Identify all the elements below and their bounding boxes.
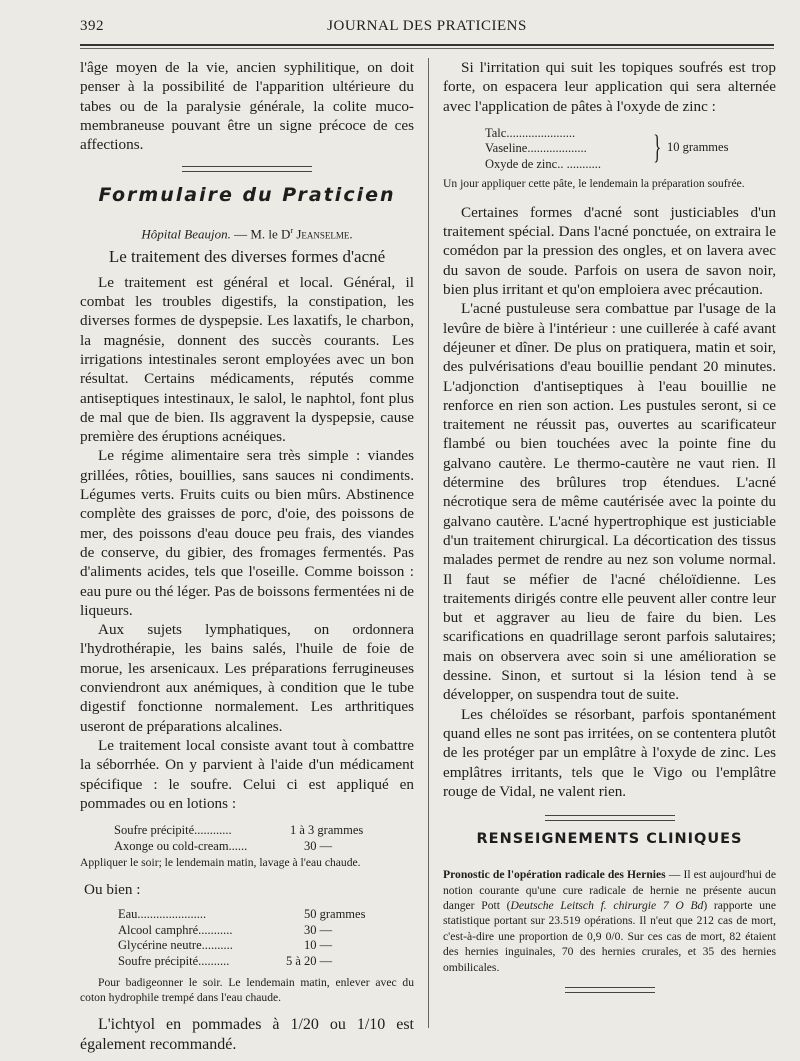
paragraph: Le traitement est général et local. Général, il combat les troubles digestifs, la constipation, les diverses formes de dyspepsie. Les laxatifs, le charbon, la magnésie, donnent des succès courants. Les irrigations intestinales seront employées avec un bon résultat. Certains médicaments, réputés comme antiseptiques intestinaux, le salol, le naphtol, font plus de mal que de bien. Ils aggravent la dyspepsie, cause première des éruptions acnéiques. bbox=[80, 273, 414, 446]
ingredient: Eau...................... bbox=[118, 907, 207, 922]
pronostic-title: Pronostic de l'opération radicale des Hernies bbox=[443, 868, 666, 882]
right-column bbox=[443, 58, 776, 993]
ingredient: Vaseline................... bbox=[485, 141, 587, 156]
formula-row bbox=[114, 839, 414, 855]
formula-3 bbox=[485, 126, 775, 174]
quantity: 30 — bbox=[304, 922, 333, 937]
quantity: 10 grammes bbox=[667, 139, 729, 154]
page-number: 392 bbox=[80, 18, 104, 34]
formula-row bbox=[485, 141, 775, 157]
formula-note: Un jour appliquer cette pâte, le lendemain la préparation soufrée. bbox=[443, 176, 745, 190]
formula-row bbox=[485, 126, 775, 142]
byline-hospital: Hôpital Beaujon. bbox=[141, 226, 231, 242]
pronostic-ref: Deutsche Leitsch f. chirurgie 7 O Bd bbox=[510, 898, 704, 912]
ingredient: Alcool camphré........... bbox=[118, 922, 233, 937]
ingredient: Glycérine neutre.......... bbox=[118, 938, 233, 953]
journal-title: JOURNAL DES PRATICIENS bbox=[327, 18, 527, 34]
quantity: 50 grammes bbox=[304, 907, 366, 922]
byline-sup: r bbox=[290, 226, 294, 236]
ingredient: Oxyde de zinc.. ........... bbox=[485, 156, 601, 171]
pronostic-text-2: ) rapporte une statistique portant sur 23.519 opérations. Il n'eut que 212 cas de mort, c'est-à-dire une proportion de 0,9 0/0. Sur ces cas de mort, 82 étaient des hernies inguinales, 70 des hernies crurales, et 35 des hernies ombilicales. bbox=[443, 898, 777, 974]
ingredient: Soufre précipité............ bbox=[114, 823, 232, 838]
formula-1 bbox=[114, 823, 414, 854]
byline bbox=[80, 226, 414, 242]
formula-row bbox=[485, 157, 775, 173]
byline-sep: — M. le D bbox=[234, 226, 291, 242]
ingredient: Soufre précipité.......... bbox=[118, 953, 230, 968]
paragraph: Si l'irritation qui suit les topiques soufrés est trop forte, on espacera leur application qui sera alternée avec l'application de pâtes à l'oxyde de zinc : bbox=[443, 59, 776, 115]
paragraph: Le traitement local consiste avant tout à combattre la séborrhée. On y parvient à l'aide d'un médicament spécifique : le soufre. Celui ci est appliqué en pommades ou en lotions : bbox=[80, 736, 414, 812]
paragraph: Certaines formes d'acné sont justiciables d'un traitement spécial. Dans l'acné ponctuée, on extraira le comédon par la pression des ongles, et on lavera avec du savon de soude. Parfois on usera de savon noir, bien plus irritant et qu'on emploiera avec précaution. bbox=[443, 203, 776, 299]
paragraph: Le régime alimentaire sera très simple : viandes grillées, rôties, bouillies, sans sauces ni condiments. Légumes verts. Fruits cuits ou bien mûrs. Abstinence complète des graisses de porc, d'oie, des poissons de mer, des poissons d'eau douce peu frais, des viandes de conserve, du gibier, des fromages fermentés. Pas d'aliments acides, tels que l'oseille. Comme boisson : eau pure ou thé léger. Pas de boissons fermentées ni de liqueurs. bbox=[80, 447, 414, 619]
header-rule bbox=[80, 44, 774, 46]
formula-2 bbox=[118, 907, 414, 969]
left-column bbox=[80, 58, 414, 1055]
quantity: 10 — bbox=[304, 938, 333, 953]
ingredient: Talc...................... bbox=[485, 125, 576, 140]
pronostic-text-1: — Il est aujourd'hui de notion courante qu'une cure radicale de hernie ne présente aucun danger Pott ( bbox=[443, 868, 776, 912]
header-rule-thin bbox=[80, 48, 774, 49]
formulaire-title: Formulaire du Praticien bbox=[98, 184, 396, 207]
formula-row bbox=[118, 954, 414, 970]
renseignements-title: RENSEIGNEMENTS CLINIQUES bbox=[476, 831, 743, 848]
section-title: Le traitement des diverses formes d'acné bbox=[108, 246, 386, 266]
paragraph: Les chéloïdes se résorbant, parfois spontanément quand elles ne sont pas irritées, on se contentera plutôt de les protéger par un emplâtre à l'oxyde de zinc. Les emplâtres irritants, tels que le Vigo ou l'emplâtre rouge de Vidal, ne valent rien. bbox=[443, 705, 776, 800]
quantity: 5 à 20 — bbox=[286, 953, 333, 968]
formula-row bbox=[118, 923, 414, 939]
formula-row bbox=[114, 823, 414, 839]
page-header bbox=[80, 18, 774, 40]
paragraph: Aux sujets lymphatiques, on ordonnera l'hydrothérapie, les bains salés, l'huile de foie de morue, les arsenicaux. Les préparations ferrugineuses conviendront aux anémiques, à condition que le tube digestif fonctionne normalement. Les arthritiques useront de préparations alcalines. bbox=[80, 621, 414, 735]
section-divider bbox=[182, 166, 312, 172]
section-divider bbox=[545, 815, 675, 821]
quantity: 1 à 3 grammes bbox=[290, 823, 364, 838]
formula-note: Appliquer le soir; le lendemain matin, lavage à l'eau chaude. bbox=[80, 856, 361, 870]
quantity: 30 — bbox=[304, 838, 333, 853]
formula-note: Pour badigeonner le soir. Le lendemain matin, enlever avec du coton hydrophile trempé dans l'eau chaude. bbox=[80, 976, 414, 1005]
intro-paragraph: l'âge moyen de la vie, ancien syphilitique, on doit penser à la possibilité de l'apparition ultérieure du tabes ou de la paralysie générale, la colite muco-membraneuse pouvant être un signe précoce de ces affections. bbox=[80, 59, 414, 154]
column-divider bbox=[428, 58, 429, 1028]
end-divider bbox=[565, 987, 655, 993]
brace: } bbox=[653, 128, 662, 166]
formula-row bbox=[118, 907, 414, 923]
pronostic-paragraph bbox=[443, 867, 776, 975]
paragraph: L'ichtyol en pommades à 1/20 ou 1/10 est également recommandé. bbox=[80, 1016, 414, 1054]
paragraph: L'acné pustuleuse sera combattue par l'usage de la levûre de bière à l'intérieur : une cuillerée à café avant déjeuner et dîner. De plus on pratiquera, matin et soir, des pulvérisations d'eau bouillie pendant 20 minutes. L'adjonction d'antiseptiques à l'eau bouillie ne renforce en rien son action. Les pustules seront, si ce traitement ne réussit pas, ouvertes au scarificateur flambé ou bien touchées avec la pointe fine du galvano cautère. Le thermo-cautère ne vaut rien. Il détermine des brûlures trop étendues. L'acné nécrotique sera de même cautérisée avec la pointe du galvano cautère. L'acné hypertrophique est justiciable d'un traitement chirurgical. La décortication des tissus malades permet de rendre au nez son volume normal. Il faut se méfier de l'acné chéloïdienne. Les traitements dirigés contre elle peuvent aller contre leur but et aggraver au lieu de faire du bien. Les scarifications en quadrillage seront parfois salutaires; mais on observera avec soin si une amélioration se dessine. Sinon, et surtout si la lésion tend à se développer, on suspendra tout de suite. bbox=[443, 300, 776, 704]
formula-row bbox=[118, 938, 414, 954]
ingredient: Axonge ou cold-cream...... bbox=[114, 838, 248, 853]
byline-name: Jeanselme. bbox=[296, 226, 353, 242]
ou-bien: Ou bien : bbox=[84, 881, 141, 899]
